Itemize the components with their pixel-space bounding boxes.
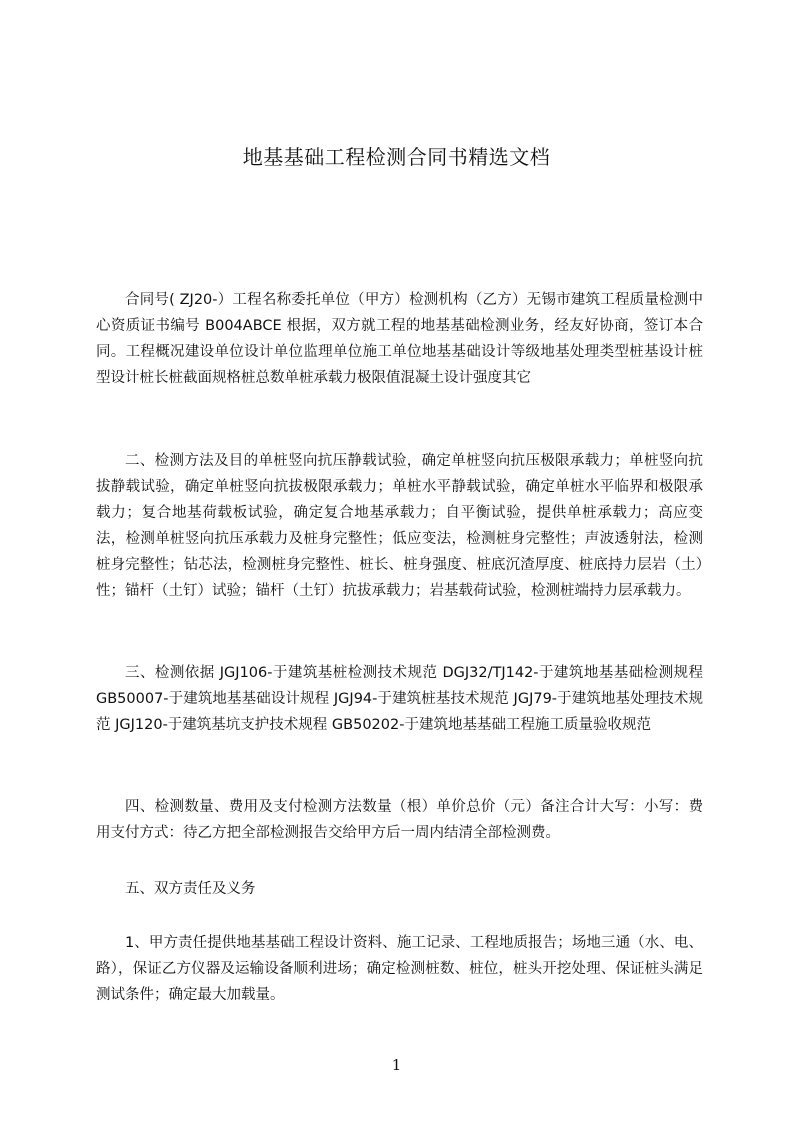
paragraph-quantity-fees: 四、检测数量、费用及支付检测方法数量（根）单价总价（元）备注合计大写：小写：费用支付方式：待乙方把全部检测报告交给甲方后一周内结清全部检测费。 [96, 799, 703, 841]
paragraph-test-methods: 二、检测方法及目的单桩竖向抗压静载试验，确定单桩竖向抗压极限承载力；单桩竖向抗拔静载试验，确定单桩竖向抗拔极限承载力；单桩水平静载试验，确定单桩水平临界和极限承载力；复合地基荷载板试验，确定复合地基承载力；自平衡试验，提供单桩承载力；高应变法，检测单桩竖向抗压承载力及桩身完整性；低应变法，检测桩身完整性；声波透射法，检测桩身完整性；钻芯法，检测桩身完整性、桩长、桩身强度、桩底沉渣厚度、桩底持力层岩（土）性；锚杆（土钉）试验；锚杆（土钉）抗拔承载力；岩基载荷试验，检测桩端持力层承载力。 [96, 453, 703, 599]
document-title: 地基基础工程检测合同书精选文档 [242, 145, 551, 169]
page-number: 1 [391, 1056, 402, 1074]
paragraph-test-standards: 三、检测依据 JGJ106-于建筑基桩检测技术规范 DGJ32/TJ142-于建筑地基基础检测规程 GB50007-于建筑地基基础设计规程 JGJ94-于建筑桩基技术规范 JGJ79-于建筑地基处理技术规范 JGJ120-于建筑基坑支护技术规程 GB50202-于建筑地基基础工程施工质量验收规范 [96, 665, 703, 733]
paragraph-party-a-responsibilities: 1、甲方责任提供地基基础工程设计资料、施工记录、工程地质报告；场地三通（水、电、路），保证乙方仪器及运输设备顺利进场；确定检测桩数、桩位，桩头开挖处理、保证桩头满足测试条件；确定最大加载量。 [96, 935, 703, 1003]
paragraph-responsibilities-heading: 五、双方责任及义务 [125, 881, 256, 897]
paragraph-contract-overview: 合同号( ZJ20-）工程名称委托单位（甲方）检测机构（乙方）无锡市建筑工程质量检测中心资质证书编号 B004ABCE 根据，双方就工程的地基基础检测业务，经友好协商，签订本合同。工程概况建设单位设计单位监理单位施工单位地基基础设计等级地基处理类型桩基设计桩型设计桩长桩截面规格桩总数单桩承载力极限值混凝土设计强度其它 [96, 292, 703, 386]
